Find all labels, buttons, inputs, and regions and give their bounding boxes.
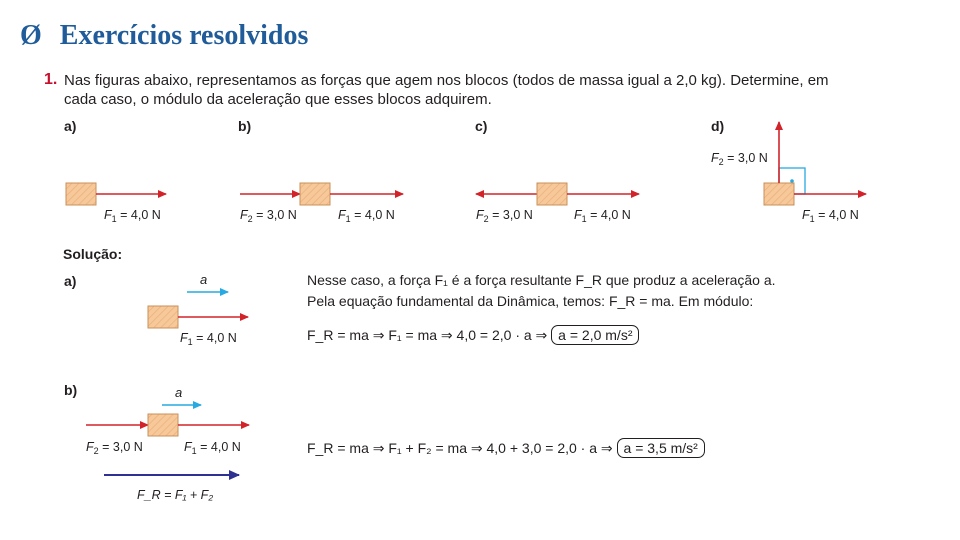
solution-b-f1-label: $F_1 = 4,0$ N bbox=[184, 440, 241, 456]
solution-b-accel-label: a bbox=[175, 385, 183, 400]
question-number: 1. bbox=[44, 71, 58, 88]
block bbox=[66, 183, 96, 205]
figure-c-label: c) bbox=[475, 118, 488, 134]
figure-b-f1-label: $F_1 = 4,0$ N bbox=[338, 208, 395, 224]
solution-a-text-line-1: Nesse caso, a força F₁ é a força resultante F_R que produz a aceleração a. bbox=[307, 272, 776, 288]
figure-a-label: a) bbox=[64, 118, 77, 134]
figure-b-label: b) bbox=[238, 118, 252, 134]
equation-steps: F_R = ma ⇒ F₁ + F₂ = ma ⇒ 4,0 + 3,0 = 2,0 · a ⇒ bbox=[307, 440, 613, 456]
figure-c-f1-label: $F_1 = 4,0$ N bbox=[574, 208, 631, 224]
question-line-2: cada caso, o módulo da aceleração que esses blocos adquirem. bbox=[64, 91, 492, 108]
solution-b-label: b) bbox=[64, 382, 78, 398]
title-text: Exercícios resolvidos bbox=[59, 20, 309, 51]
block bbox=[300, 183, 330, 205]
figure-d bbox=[764, 122, 866, 205]
figure-b bbox=[240, 183, 403, 205]
solution-a-text-line-2: Pela equação fundamental da Dinâmica, temos: F_R = ma. Em módulo: bbox=[307, 293, 754, 309]
solution-b-equation bbox=[307, 440, 705, 457]
solution-a-equation bbox=[307, 327, 639, 344]
figure-a-f1-label: $F_1 = 4,0$ N bbox=[104, 208, 161, 224]
result-box: a = 2,0 m/s² bbox=[551, 325, 639, 345]
solution-a-f1-label: $F_1 = 4,0$ N bbox=[180, 331, 237, 347]
right-angle-dot bbox=[790, 179, 794, 183]
solution-b-resultant-label: F_R = F₁ + F₂ bbox=[137, 488, 214, 502]
block bbox=[148, 414, 178, 436]
figure-a bbox=[66, 183, 166, 205]
block bbox=[764, 183, 794, 205]
figure-d-label: d) bbox=[711, 118, 725, 134]
figure-c-f2-label: $F_2 = 3,0$ N bbox=[476, 208, 533, 224]
equation-steps: F_R = ma ⇒ F₁ = ma ⇒ 4,0 = 2,0 · a ⇒ bbox=[307, 327, 548, 343]
solution-a-label: a) bbox=[64, 273, 77, 289]
figure-c bbox=[476, 183, 639, 205]
solution-a-diagram bbox=[148, 292, 248, 328]
block bbox=[148, 306, 178, 328]
solution-b-f2-label: $F_2 = 3,0$ N bbox=[86, 440, 143, 456]
question-line-1: Nas figuras abaixo, representamos as forças que agem nos blocos (todos de massa igual a 2,0 kg). Determine, em bbox=[64, 72, 829, 89]
figure-d-f1-label: $F_1 = 4,0$ N bbox=[802, 208, 859, 224]
block bbox=[537, 183, 567, 205]
figure-b-f2-label: $F_2 = 3,0$ N bbox=[240, 208, 297, 224]
solution-heading: Solução: bbox=[63, 246, 123, 262]
arrow-bullet-icon: Ø bbox=[20, 20, 42, 51]
figure-d-f2-label: $F_2 = 3,0$ N bbox=[711, 151, 768, 167]
result-box: a = 3,5 m/s² bbox=[617, 438, 705, 458]
solution-a-accel-label: a bbox=[200, 272, 208, 287]
